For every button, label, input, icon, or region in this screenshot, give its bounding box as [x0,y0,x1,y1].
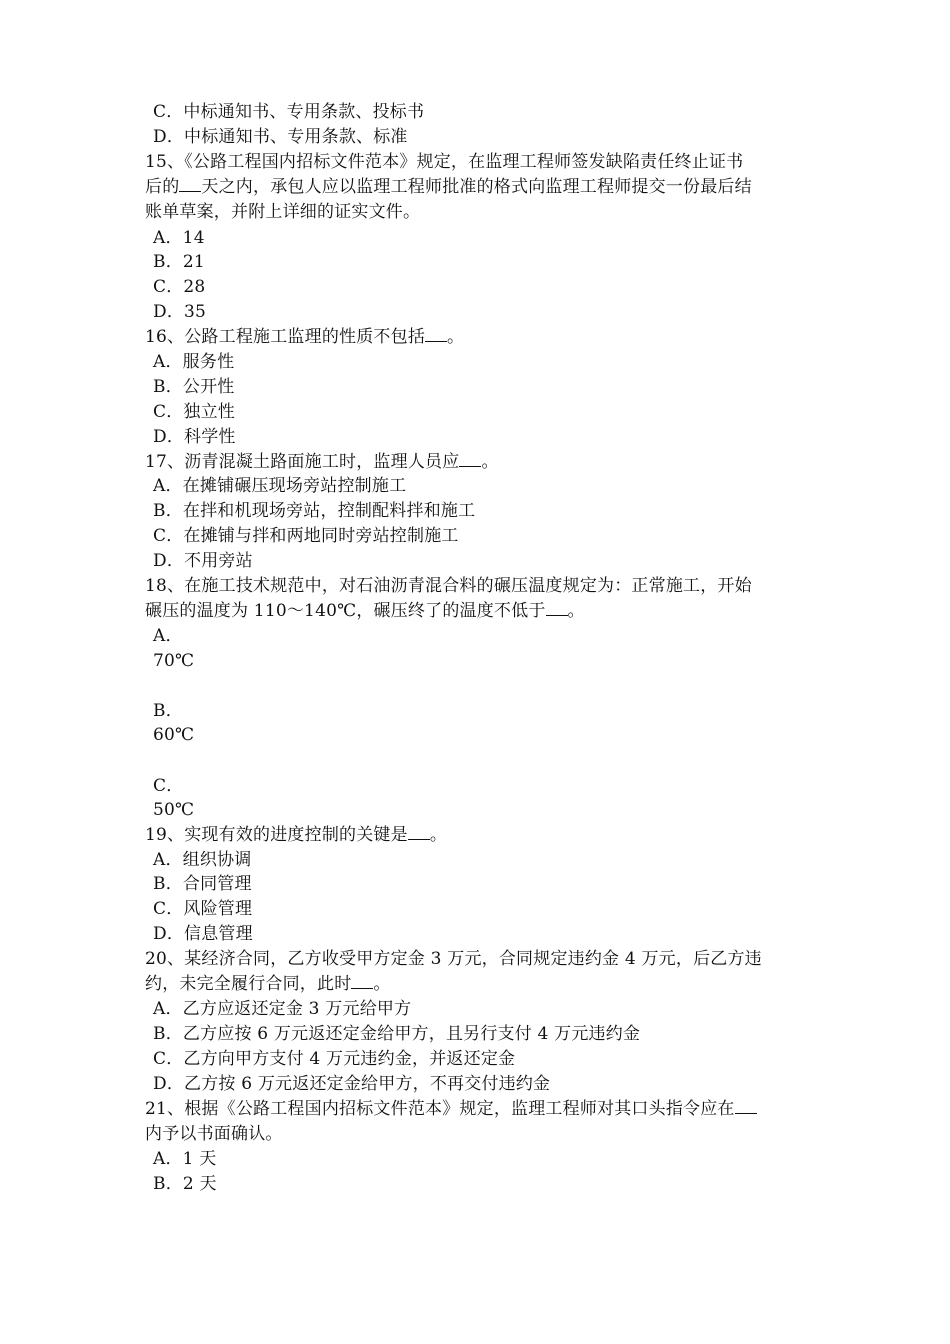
option-a [153,997,411,1021]
option-label: C． [153,776,184,796]
question-text: 。 [447,327,465,347]
option-c [153,400,235,424]
option-a [153,226,205,250]
answer-blank [351,973,373,989]
question-18-line-2 [145,599,810,623]
option-text: C．乙方向甲方支付 4 万元违约金，并返还定金 [153,1049,516,1069]
option-text: A．服务性 [153,352,235,372]
question-text: 。 [481,452,499,472]
question-text: 20、某经济合同，乙方收受甲方定金 3 万元，合同规定违约金 4 万元，后乙方违 [145,949,762,969]
option-text: D．不用旁站 [153,551,253,571]
question-text: 17、沥青混凝土路面施工时，监理人员应 [145,452,460,472]
option-a [153,474,406,498]
option-text: B．公开性 [153,377,235,397]
answer-blank [179,176,201,192]
option-text: 50℃ [153,800,195,820]
option-text: B．21 [153,252,205,272]
option-d [153,300,206,324]
answer-blank [735,1098,757,1114]
option-b-value [153,723,194,747]
option-d [153,125,408,149]
option-text: 60℃ [153,725,195,745]
question-18-line-1 [145,574,810,598]
question-text: 16、公路工程施工监理的性质不包括 [145,327,426,347]
question-text: 天之内，承包人应以监理工程师批准的格式向监理工程师提交一份最后结 [201,177,752,197]
option-c-value [153,798,194,822]
option-text: C．28 [153,277,206,297]
question-text: 碾压的温度为 110～140℃，碾压终了的温度不低于 [145,601,546,621]
answer-blank [425,326,447,342]
question-text: 。 [429,825,448,845]
option-text: D．乙方按 6 万元返还定金给甲方，不再交付违约金 [153,1074,551,1094]
option-text: B．在拌和机现场旁站，控制配料拌和施工 [153,501,476,521]
option-text: A．乙方应返还定金 3 万元给甲方 [153,999,412,1019]
option-a-value [153,649,194,673]
question-text: 内予以书面确认。 [145,1124,283,1144]
option-text: A．组织协调 [153,850,252,870]
option-b [153,375,235,399]
option-a [153,624,183,648]
option-c [153,897,252,921]
option-c [153,1047,515,1071]
question-15-line-3 [145,200,810,224]
option-text: A．在摊铺碾压现场旁站控制施工 [153,476,407,496]
option-b [153,699,183,723]
option-text: C．独立性 [153,402,236,422]
option-text: C．风险管理 [153,899,253,919]
question-text: 21、根据《公路工程国内招标文件范本》规定，监理工程师对其口头指令应在 [145,1099,735,1119]
option-label: A． [153,626,183,646]
question-text: 19、实现有效的进度控制的关键是 [145,825,408,845]
option-text: D．35 [153,302,207,322]
question-21-line-2 [145,1122,810,1146]
question-text: 后的 [145,177,180,197]
option-text: D．信息管理 [153,924,253,944]
option-b [153,1022,640,1046]
answer-blank [546,600,568,616]
option-label: B． [153,701,183,721]
question-20-line-1 [145,947,810,971]
option-text: B．2 天 [153,1174,217,1194]
option-d [153,922,253,946]
option-text: B．合同管理 [153,874,252,894]
option-text: C．在摊铺与拌和两地同时旁站控制施工 [153,526,459,546]
question-16 [145,325,810,349]
option-c [153,275,205,299]
option-text: D．中标通知书、专用条款、标准 [153,127,408,147]
question-text: 18、在施工技术规范中，对石油沥青混合料的碾压温度规定为：正常施工，开始 [145,576,752,596]
option-d [153,549,253,573]
question-text: 。 [567,601,585,621]
option-a [153,848,251,872]
option-text: D．科学性 [153,427,236,447]
question-15-line-1 [145,150,810,174]
option-b [153,250,205,274]
option-a [153,350,234,374]
question-text: 账单草案，并附上详细的证实文件。 [145,202,421,222]
option-b [153,1172,217,1196]
option-d [153,1072,550,1096]
option-a [153,1147,217,1171]
option-text: B．乙方应按 6 万元返还定金给甲方，且另行支付 4 万元违约金 [153,1024,641,1044]
question-17 [145,450,810,474]
option-text: 70℃ [153,651,195,671]
option-text: C．中标通知书、专用条款、投标书 [153,102,425,122]
question-21-line-1 [145,1097,810,1121]
option-c [153,774,183,798]
question-15-line-2 [145,175,810,199]
option-text: A．1 天 [153,1149,217,1169]
question-20-line-2 [145,972,810,996]
option-d [153,425,236,449]
question-text: 15、《公路工程国内招标文件范本》规定，在监理工程师签发缺陷责任终止证书 [145,152,744,172]
question-19 [145,823,810,847]
option-c [153,524,459,548]
option-b [153,499,475,523]
answer-blank [408,824,430,840]
option-text: A．14 [153,228,205,248]
option-b [153,872,252,896]
option-c [153,100,424,124]
answer-blank [459,451,481,467]
question-text: 约，未完全履行合同，此时 [145,974,352,994]
question-text: 。 [373,974,391,994]
